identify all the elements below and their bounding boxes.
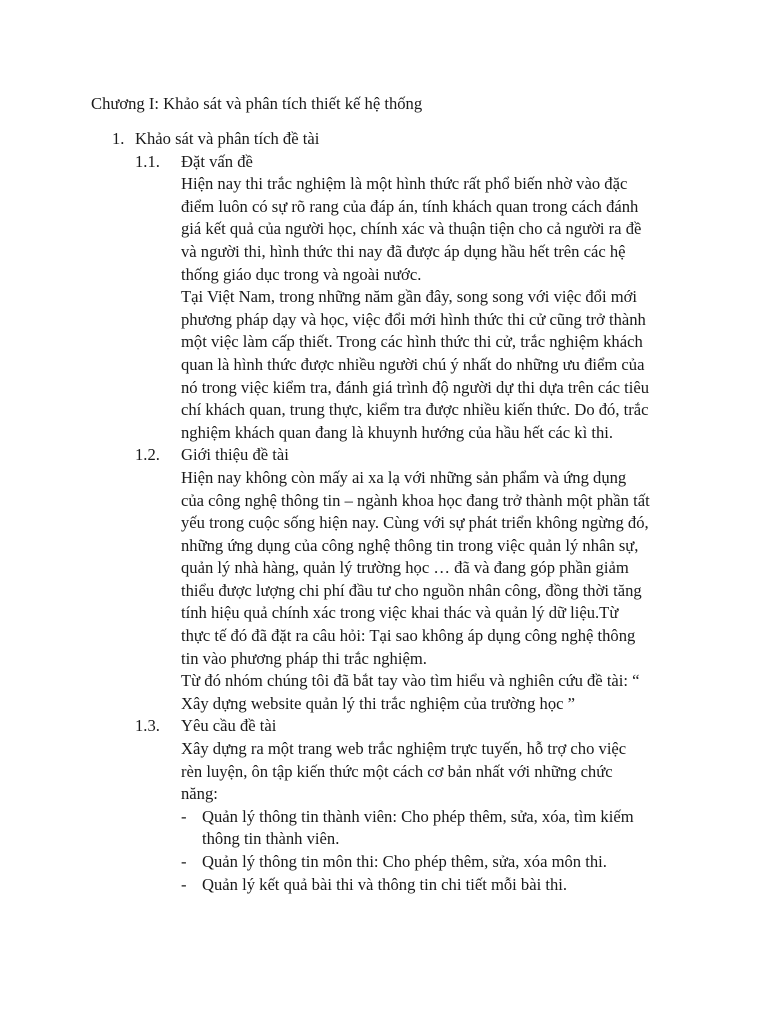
text-line: nó trong việc kiểm tra, đánh giá trình độ người dự thi dựa trên các tiêu — [181, 377, 649, 397]
text-line: một việc làm cấp thiết. Trong các hình thức thi cử, trắc nghiệm khách — [181, 332, 643, 352]
chapter-title: Chương I: Khảo sát và phân tích thiết kế hệ thống — [91, 94, 423, 113]
text-line: giá kết quả của người học, chính xác và thuận tiện cho cả người ra đề — [181, 219, 642, 239]
paragraph — [181, 738, 697, 806]
text-line: Xây dựng ra một trang web trắc nghiệm trực tuyến, hỗ trợ cho việc — [181, 739, 627, 759]
text-line: rèn luyện, ôn tập kiến thức một cách cơ bản nhất với những chức — [181, 761, 613, 781]
text-line: nghiệm khách quan đang là khuynh hướng của hầu hết các kì thi. — [181, 422, 614, 442]
text-line: thiểu được lượng chi phí đầu tư cho nguồn nhân công, đồng thời tăng — [181, 580, 642, 600]
subsection-number: 1.3. — [135, 716, 160, 736]
bullet-text — [202, 874, 567, 897]
text-line: quản lý nhà hàng, quản lý trường học … đã và đang góp phần giảm — [181, 558, 629, 578]
text-line: chí khách quan, trung thực, kiểm tra được nhiều kiến thức. Do đó, trắc — [181, 400, 649, 420]
subsection-number: 1.2. — [135, 445, 160, 465]
list-item — [181, 806, 697, 851]
subsection-title: Yêu cầu đề tài — [181, 716, 277, 736]
text-line: tính hiệu quả chính xác trong việc khai thác và quản lý dữ liệu.Từ — [181, 603, 619, 623]
bullet-text — [202, 806, 634, 851]
text-line: Từ đó nhóm chúng tôi đã bắt tay vào tìm hiểu và nghiên cứu đề tài: “ — [181, 671, 640, 691]
section-1 — [112, 128, 712, 896]
bullet-list — [181, 806, 697, 896]
text-line: thực tế đó đã đặt ra câu hỏi: Tại sao không áp dụng công nghệ thông — [181, 626, 636, 646]
bullet-marker: - — [181, 852, 187, 871]
text-line: quan là hình thức được nhiều người chú ý nhất do những ưu điểm của — [181, 354, 645, 374]
subsection-heading-1-2 — [135, 444, 712, 467]
text-line: Quản lý thông tin thành viên: Cho phép thêm, sửa, xóa, tìm kiếm — [202, 806, 634, 826]
subsection-title: Giới thiệu đề tài — [181, 445, 289, 465]
text-line: và người thi, hình thức thi nay đã được áp dụng hầu hết trên các hệ — [181, 241, 626, 261]
bullet-text — [202, 851, 607, 874]
text-line: thông tin thành viên. — [202, 829, 340, 849]
text-line: năng: — [181, 784, 218, 804]
text-line: điểm luôn có sự rõ rang của đáp án, tính khách quan trong cách đánh — [181, 196, 639, 216]
bullet-marker: - — [181, 806, 187, 826]
text-line: Quản lý thông tin môn thi: Cho phép thêm, sửa, xóa môn thi. — [202, 852, 607, 871]
text-line: Xây dựng website quản lý thi trắc nghiệm của trường học ” — [181, 693, 576, 713]
paragraph — [181, 173, 697, 286]
text-line: của công nghệ thông tin – ngành khoa học đang trở thành một phần tất — [181, 490, 650, 510]
text-line: phương pháp dạy và học, việc đổi mới hình thức thi cử cũng trở thành — [181, 309, 646, 329]
section-heading — [112, 128, 712, 151]
text-line: Hiện nay thi trắc nghiệm là một hình thức rất phổ biến nhờ vào đặc — [181, 174, 628, 194]
subsection-heading-1-1 — [135, 151, 712, 174]
paragraph — [181, 467, 697, 670]
list-item — [181, 874, 697, 897]
list-item — [181, 851, 697, 874]
paragraph — [181, 670, 697, 715]
subsection-heading-1-3 — [135, 715, 712, 738]
text-line: thống giáo dục trong và ngoài nước. — [181, 264, 422, 284]
paragraph — [181, 286, 697, 444]
subsection-number: 1.1. — [135, 151, 160, 171]
text-line: tin vào phương pháp thi trắc nghiệm. — [181, 648, 427, 668]
text-line: những ứng dụng của công nghệ thông tin trong việc quản lý nhân sự, — [181, 535, 639, 555]
section-title: Khảo sát và phân tích đề tài — [135, 129, 320, 148]
text-line: Hiện nay không còn mấy ai xa lạ với những sản phẩm và ứng dụng — [181, 467, 627, 487]
text-line: yếu trong cuộc sống hiện nay. Cùng với sự phát triển không ngừng đó, — [181, 513, 649, 533]
section-number: 1. — [112, 129, 125, 148]
subsection-title: Đặt vấn đề — [181, 151, 253, 171]
bullet-marker: - — [181, 874, 187, 894]
text-line: Quản lý kết quả bài thi và thông tin chi tiết mỗi bài thi. — [202, 874, 567, 894]
text-line: Tại Việt Nam, trong những năm gần đây, song song với việc đổi mới — [181, 287, 637, 307]
